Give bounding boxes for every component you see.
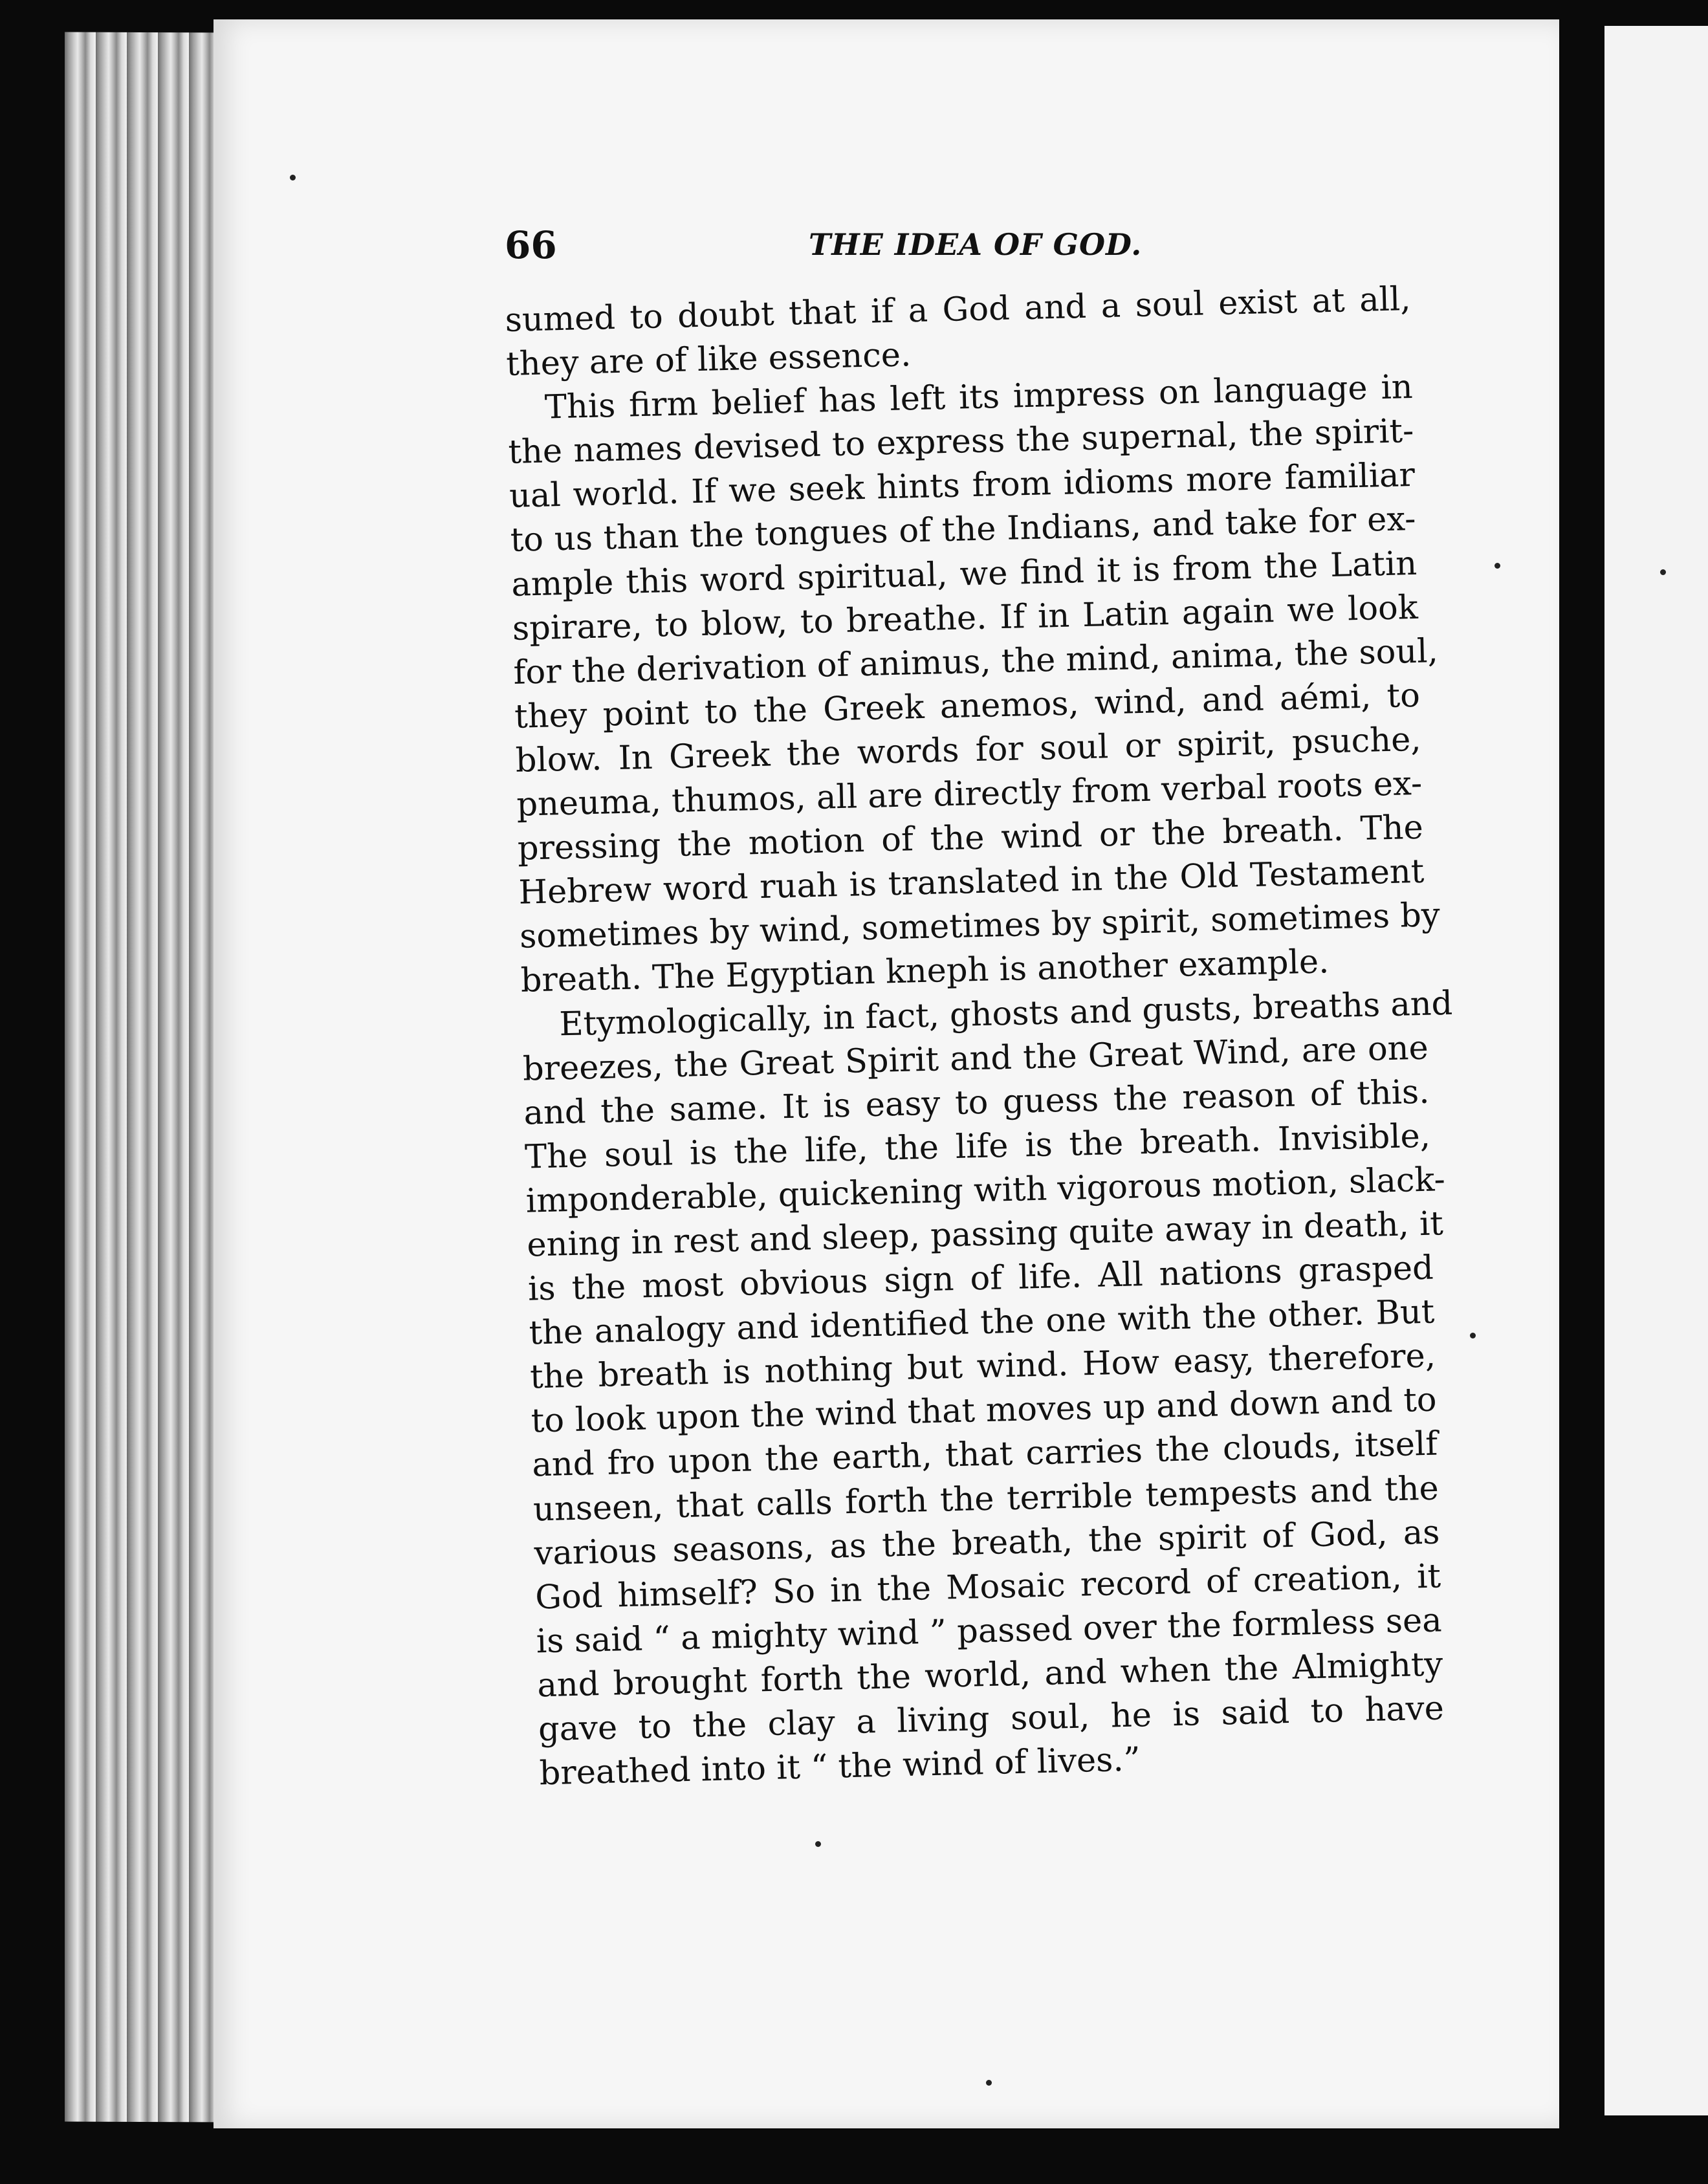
text-line: pneuma, thumos, all are directly from verbal roots ex- — [516, 764, 1423, 824]
text-line: blow. In Greek the words for soul or spirit, psuche, — [515, 720, 1422, 780]
text-line: sometimes by wind, sometimes by spirit, sometimes by — [519, 896, 1441, 957]
text-line: they point to the Greek anemos, wind, and aémi, to — [514, 676, 1421, 736]
text-line: to us than the tongues of the Indians, and take for ex- — [510, 500, 1417, 560]
text-line: ening in rest and sleep, passing quite away in death, it — [526, 1205, 1444, 1265]
body-text — [505, 278, 1453, 1796]
text-line: This firm belief has left its impress on language in — [544, 368, 1414, 427]
text-line: and fro upon the earth, that carries the clouds, itself — [531, 1425, 1438, 1485]
text-line: The soul is the life, the life is the breath. Invisible, — [524, 1117, 1431, 1177]
page-header — [505, 223, 1643, 281]
scan-speck — [1660, 569, 1666, 575]
text-line: for the derivation of animus, the mind, anima, the soul, — [512, 631, 1439, 692]
text-line: imponderable, quickening with vigorous motion, slack- — [525, 1161, 1446, 1221]
scan-speck — [815, 1841, 821, 1847]
text-line: breathed into it “ the wind of lives.” — [539, 1740, 1141, 1793]
text-line: to look upon the wind that moves up and down and to — [531, 1381, 1438, 1441]
facing-page-edge — [1604, 26, 1708, 2115]
text-line: they are of like essence. — [505, 336, 912, 384]
scan-speck — [1470, 1333, 1476, 1338]
text-line: pressing the motion of the wind or the breath. The — [517, 808, 1424, 868]
text-line: God himself? So in the Mosaic record of creation, it — [534, 1557, 1441, 1617]
text-line: gave to the clay a living soul, he is said to have — [538, 1689, 1445, 1749]
scan-speck — [1494, 563, 1500, 569]
page-edges — [65, 32, 233, 2123]
page-number: 66 — [505, 223, 557, 267]
text-line: ample this word spiritual, we find it is from the Latin — [510, 544, 1418, 604]
running-title: THE IDEA OF GOD. — [809, 227, 1143, 262]
text-line: the names devised to express the supernal, the spirit- — [507, 412, 1414, 472]
text-line: is the most obvious sign of life. All nations grasped — [527, 1249, 1434, 1309]
text-line: ual world. If we seek hints from idioms more familiar — [509, 456, 1416, 516]
text-line: spirare, to blow, to breathe. If in Latin again we look — [512, 588, 1419, 648]
scan-speck — [986, 2080, 992, 2086]
text-line: breezes, the Great Spirit and the Great Wind, are one — [522, 1029, 1429, 1089]
text-line: breath. The Egyptian kneph is another example. — [520, 943, 1330, 1001]
text-line: Hebrew word ruah is translated in the Old Testament — [518, 852, 1425, 912]
text-line: the breath is nothing but wind. How easy, therefore, — [529, 1337, 1436, 1397]
text-line: and brought forth the world, and when the Almighty — [536, 1645, 1443, 1705]
text-line: Etymologically, in fact, ghosts and gusts, breaths and — [558, 984, 1453, 1043]
text-line: is said “ a mighty wind ” passed over the formless sea — [536, 1601, 1443, 1661]
text-line: and the same. It is easy to guess the reason of this. — [523, 1073, 1430, 1133]
text-line: unseen, that calls forth the terrible tempests and the — [532, 1469, 1440, 1529]
text-line: sumed to doubt that if a God and a soul exist at all, — [505, 280, 1412, 340]
text-line: various seasons, as the breath, the spirit of God, as — [534, 1513, 1441, 1573]
text-line: the analogy and identified the one with the other. But — [528, 1293, 1435, 1353]
scan-speck — [290, 175, 296, 180]
